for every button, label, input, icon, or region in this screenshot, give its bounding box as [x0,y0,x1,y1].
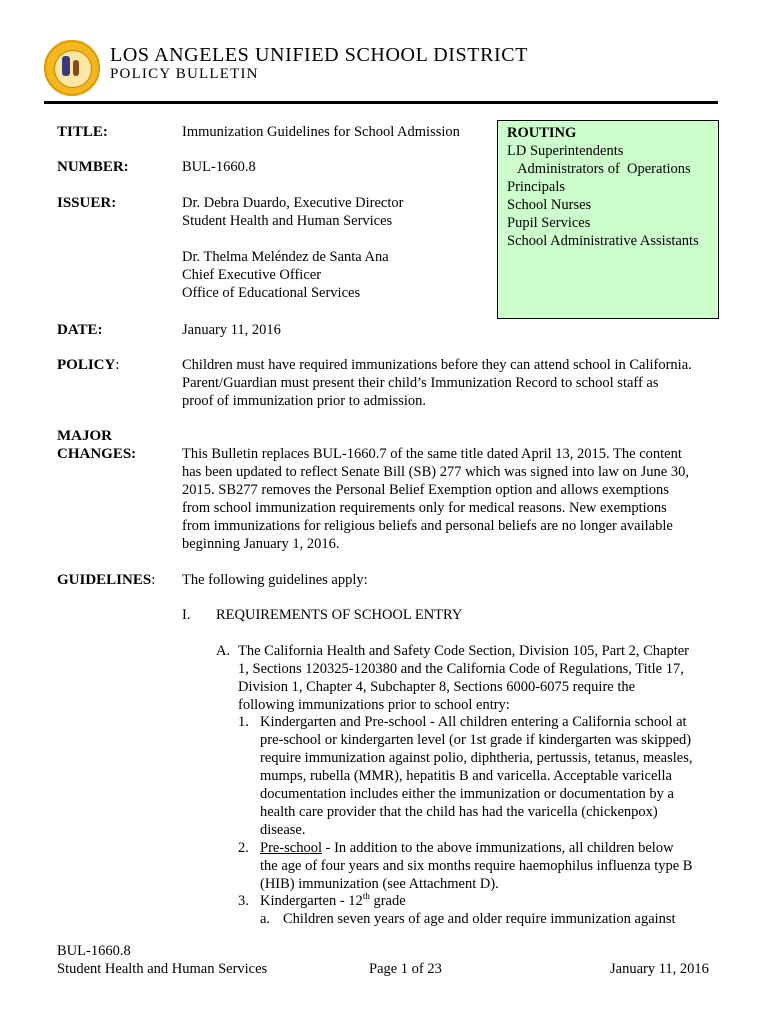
major-changes-label-2: CHANGES: [57,446,137,462]
lausd-seal-logo [44,40,100,96]
number-value: BUL-1660.8 [182,159,256,175]
guidelines-intro: The following guidelines apply: [182,572,368,588]
item-2-line: the age of four years and six months require haemophilus influenza type B [260,858,693,874]
major-line: from school immunization requirements only for medical reasons. New exemptions [182,500,667,516]
item-1-line: pre-school or kindergarten level (or 1st grade if kindergarten was skipped) [260,732,692,748]
issuer-line: Dr. Thelma Meléndez de Santa Ana [182,249,389,265]
major-line: 2015. SB277 removes the Personal Belief Exemption option and allows exemptions [182,482,669,498]
footer-number: BUL-1660.8 [57,943,131,959]
item-a-text [238,642,718,714]
item-1-line: documentation includes either the immunization or documentation by a [260,786,674,802]
section-heading: REQUIREMENTS OF SCHOOL ENTRY [216,607,463,623]
major-line: from immunizations for religious beliefs and personal beliefs are no longer available [182,518,673,534]
item-2-line: (HIB) immunization (see Attachment D). [260,876,499,892]
item-1-marker: 1. [238,714,249,730]
item-1-line: disease. [260,822,306,838]
item-1-line: mumps, rubella (MMR), hepatitis B and varicella. Acceptable varicella [260,768,672,784]
routing-item: Pupil Services [507,215,591,231]
title-label: TITLE: [57,124,108,140]
major-line: has been updated to reflect Senate Bill (SB) 277 which was signed into law on June 30, [182,464,689,480]
header-divider [44,101,718,104]
policy-label: POLICY: [57,357,120,373]
major-line: beginning January 1, 2016. [182,536,340,552]
routing-item: School Nurses [507,197,592,213]
item-2-rest: - In addition to the above immunizations, all children below [322,840,674,856]
footer-page: Page 1 of 23 [369,961,442,977]
routing-title: ROUTING [507,125,577,141]
item-a-line: following immunizations prior to school entry: [238,697,510,713]
major-changes-label-1: MAJOR [57,428,112,444]
item-1-line: Kindergarten and Pre-school - All children entering a California school at [260,714,687,730]
routing-item: School Administrative Assistants [507,233,699,249]
item-1-line: require immunization against polio, diphtheria, pertussis, tetanus, measles, [260,750,693,766]
sub-a-marker: a. [260,911,271,927]
sub-a-text: Children seven years of age and older require immunization against [283,911,676,927]
item-3-text: Kindergarten - 12th grade [260,891,406,909]
policy-line: proof of immunization prior to admission. [182,393,427,409]
item-2-marker: 2. [238,840,249,856]
issuer-line: Office of Educational Services [182,285,361,301]
item-a-line: 1, Sections 120325-120380 and the California Code of Regulations, Title 17, [238,661,684,677]
item-2-text [260,839,720,893]
item-1-line: health care provider that the child has had the varicella (chickenpox) [260,804,658,820]
item-3-marker: 3. [238,893,249,909]
routing-item: Administrators of Operations [507,161,691,177]
issuer-label: ISSUER: [57,195,117,211]
item-a-line: The California Health and Safety Code Section, Division 105, Part 2, Chapter [238,643,690,659]
issuer-line: Dr. Debra Duardo, Executive Director [182,195,404,211]
policy-text [182,356,722,410]
guidelines-label: GUIDELINES: [57,572,156,588]
routing-item: Principals [507,179,565,195]
issuer-line: Chief Executive Officer [182,267,322,283]
footer-date: January 11, 2016 [610,961,709,977]
date-value: January 11, 2016 [182,322,281,338]
bulletin-type: POLICY BULLETIN [110,66,259,82]
routing-item: LD Superintendents [507,143,624,159]
major-changes-text [182,445,722,553]
footer-office: Student Health and Human Services [57,961,268,977]
major-line: This Bulletin replaces BUL-1660.7 of the same title dated April 13, 2015. The content [182,446,682,462]
item-1-text [260,713,720,839]
district-name: LOS ANGELES UNIFIED SCHOOL DISTRICT [110,44,529,66]
item-a-line: Division 1, Chapter 4, Subchapter 8, Sections 6000-6075 require the [238,679,636,695]
section-numeral: I. [182,607,191,623]
title-value: Immunization Guidelines for School Admission [182,124,460,140]
policy-line: Children must have required immunizations before they can attend school in California. [182,357,692,373]
policy-line: Parent/Guardian must present their child’s Immunization Record to school staff as [182,375,659,391]
number-label: NUMBER: [57,159,129,175]
routing-box [497,120,719,319]
issuer-line: Student Health and Human Services [182,213,393,229]
date-label: DATE: [57,322,103,338]
item-2-line [260,839,720,857]
preschool-term: Pre-school [260,840,323,856]
item-a-marker: A. [216,643,231,659]
